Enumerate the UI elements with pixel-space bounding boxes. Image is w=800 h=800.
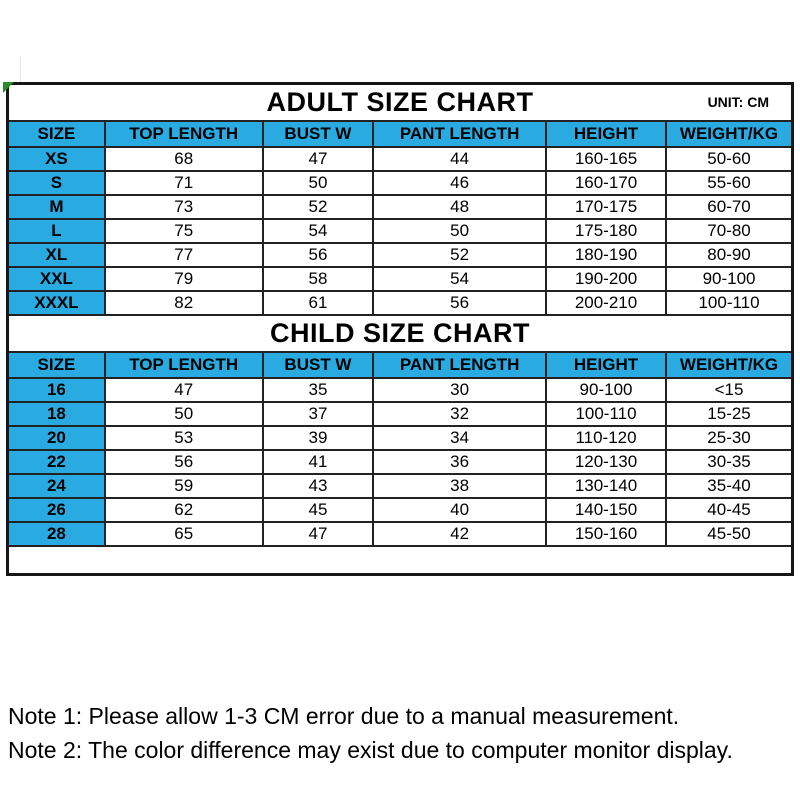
value-cell: 50 (105, 402, 263, 426)
size-cell: 22 (8, 450, 105, 474)
value-cell: 140-150 (546, 498, 666, 522)
column-header: SIZE (8, 121, 105, 147)
value-cell: 54 (373, 267, 546, 291)
child-column-header-row (8, 352, 793, 378)
value-cell: 30 (373, 378, 546, 402)
child-title-cell (8, 315, 793, 352)
value-cell: 55-60 (666, 171, 792, 195)
value-cell: 40 (373, 498, 546, 522)
value-cell: 43 (263, 474, 374, 498)
value-cell: 68 (105, 147, 263, 171)
column-header: TOP LENGTH (105, 352, 263, 378)
value-cell: 79 (105, 267, 263, 291)
table-row (8, 267, 793, 291)
size-cell: XXXL (8, 291, 105, 315)
value-cell: 39 (263, 426, 374, 450)
table-row (8, 219, 793, 243)
size-cell: S (8, 171, 105, 195)
column-header: HEIGHT (546, 121, 666, 147)
value-cell: 53 (105, 426, 263, 450)
value-cell: 47 (263, 522, 374, 546)
child-title-row (8, 315, 793, 352)
note-1: Note 1: Please allow 1-3 CM error due to a manual measurement. (8, 703, 680, 729)
value-cell: 100-110 (546, 402, 666, 426)
value-cell: 90-100 (666, 267, 792, 291)
size-cell: XL (8, 243, 105, 267)
size-cell: 26 (8, 498, 105, 522)
child-chart-title: CHILD SIZE CHART (270, 317, 530, 348)
value-cell: 82 (105, 291, 263, 315)
corner-flag-icon (3, 82, 14, 93)
table-row (8, 522, 793, 546)
size-cell: XS (8, 147, 105, 171)
value-cell: 54 (263, 219, 374, 243)
value-cell: 75 (105, 219, 263, 243)
value-cell: 59 (105, 474, 263, 498)
value-cell: 50 (373, 219, 546, 243)
value-cell: 25-30 (666, 426, 792, 450)
value-cell: 41 (263, 450, 374, 474)
value-cell: 45-50 (666, 522, 792, 546)
size-cell: 16 (8, 378, 105, 402)
value-cell: 70-80 (666, 219, 792, 243)
value-cell: 150-160 (546, 522, 666, 546)
value-cell: 50 (263, 171, 374, 195)
table-row (8, 498, 793, 522)
size-cell: L (8, 219, 105, 243)
value-cell: 30-35 (666, 450, 792, 474)
table-row (8, 426, 793, 450)
value-cell: 190-200 (546, 267, 666, 291)
column-header: BUST W (263, 352, 374, 378)
value-cell: 35-40 (666, 474, 792, 498)
table-row (8, 147, 793, 171)
adult-chart-title: ADULT SIZE CHART (266, 86, 534, 117)
value-cell: 42 (373, 522, 546, 546)
value-cell: 38 (373, 474, 546, 498)
table-row (8, 474, 793, 498)
value-cell: 50-60 (666, 147, 792, 171)
value-cell: 47 (105, 378, 263, 402)
value-cell: 180-190 (546, 243, 666, 267)
size-cell: 28 (8, 522, 105, 546)
value-cell: 61 (263, 291, 374, 315)
empty-row (8, 546, 793, 575)
column-header: SIZE (8, 352, 105, 378)
value-cell: 200-210 (546, 291, 666, 315)
notes-section (8, 699, 733, 767)
value-cell: 44 (373, 147, 546, 171)
adult-column-header-row (8, 121, 793, 147)
value-cell: 37 (263, 402, 374, 426)
table-row (8, 243, 793, 267)
value-cell: 47 (263, 147, 374, 171)
size-cell: 24 (8, 474, 105, 498)
value-cell: 52 (373, 243, 546, 267)
value-cell: 58 (263, 267, 374, 291)
column-header: PANT LENGTH (373, 121, 546, 147)
value-cell: 77 (105, 243, 263, 267)
column-header: HEIGHT (546, 352, 666, 378)
size-cell: XXL (8, 267, 105, 291)
value-cell: 40-45 (666, 498, 792, 522)
value-cell: <15 (666, 378, 792, 402)
value-cell: 45 (263, 498, 374, 522)
value-cell: 62 (105, 498, 263, 522)
value-cell: 80-90 (666, 243, 792, 267)
value-cell: 170-175 (546, 195, 666, 219)
table-row (8, 171, 793, 195)
size-chart-body (8, 84, 793, 575)
column-header: BUST W (263, 121, 374, 147)
size-cell: M (8, 195, 105, 219)
size-cell: 20 (8, 426, 105, 450)
value-cell: 130-140 (546, 474, 666, 498)
value-cell: 52 (263, 195, 374, 219)
value-cell: 46 (373, 171, 546, 195)
unit-label: UNIT: CM (707, 94, 769, 111)
value-cell: 60-70 (666, 195, 792, 219)
value-cell: 56 (105, 450, 263, 474)
value-cell: 48 (373, 195, 546, 219)
column-header: WEIGHT/KG (666, 352, 792, 378)
size-cell: 18 (8, 402, 105, 426)
value-cell: 32 (373, 402, 546, 426)
value-cell: 65 (105, 522, 263, 546)
table-row (8, 450, 793, 474)
table-row (8, 402, 793, 426)
size-chart-table-container (6, 82, 794, 576)
value-cell: 35 (263, 378, 374, 402)
value-cell: 175-180 (546, 219, 666, 243)
value-cell: 90-100 (546, 378, 666, 402)
column-header: TOP LENGTH (105, 121, 263, 147)
table-row (8, 195, 793, 219)
value-cell: 34 (373, 426, 546, 450)
value-cell: 15-25 (666, 402, 792, 426)
column-header: WEIGHT/KG (666, 121, 792, 147)
value-cell: 160-170 (546, 171, 666, 195)
size-chart-table (6, 82, 794, 576)
adult-title-cell (8, 84, 793, 121)
scan-artifact-line (20, 56, 21, 82)
table-row (8, 378, 793, 402)
value-cell: 120-130 (546, 450, 666, 474)
value-cell: 110-120 (546, 426, 666, 450)
empty-cell (8, 546, 793, 575)
value-cell: 71 (105, 171, 263, 195)
value-cell: 160-165 (546, 147, 666, 171)
note-2: Note 2: The color difference may exist due to computer monitor display. (8, 737, 733, 763)
value-cell: 56 (373, 291, 546, 315)
table-row (8, 291, 793, 315)
value-cell: 56 (263, 243, 374, 267)
value-cell: 36 (373, 450, 546, 474)
value-cell: 100-110 (666, 291, 792, 315)
column-header: PANT LENGTH (373, 352, 546, 378)
adult-title-row (8, 84, 793, 121)
value-cell: 73 (105, 195, 263, 219)
